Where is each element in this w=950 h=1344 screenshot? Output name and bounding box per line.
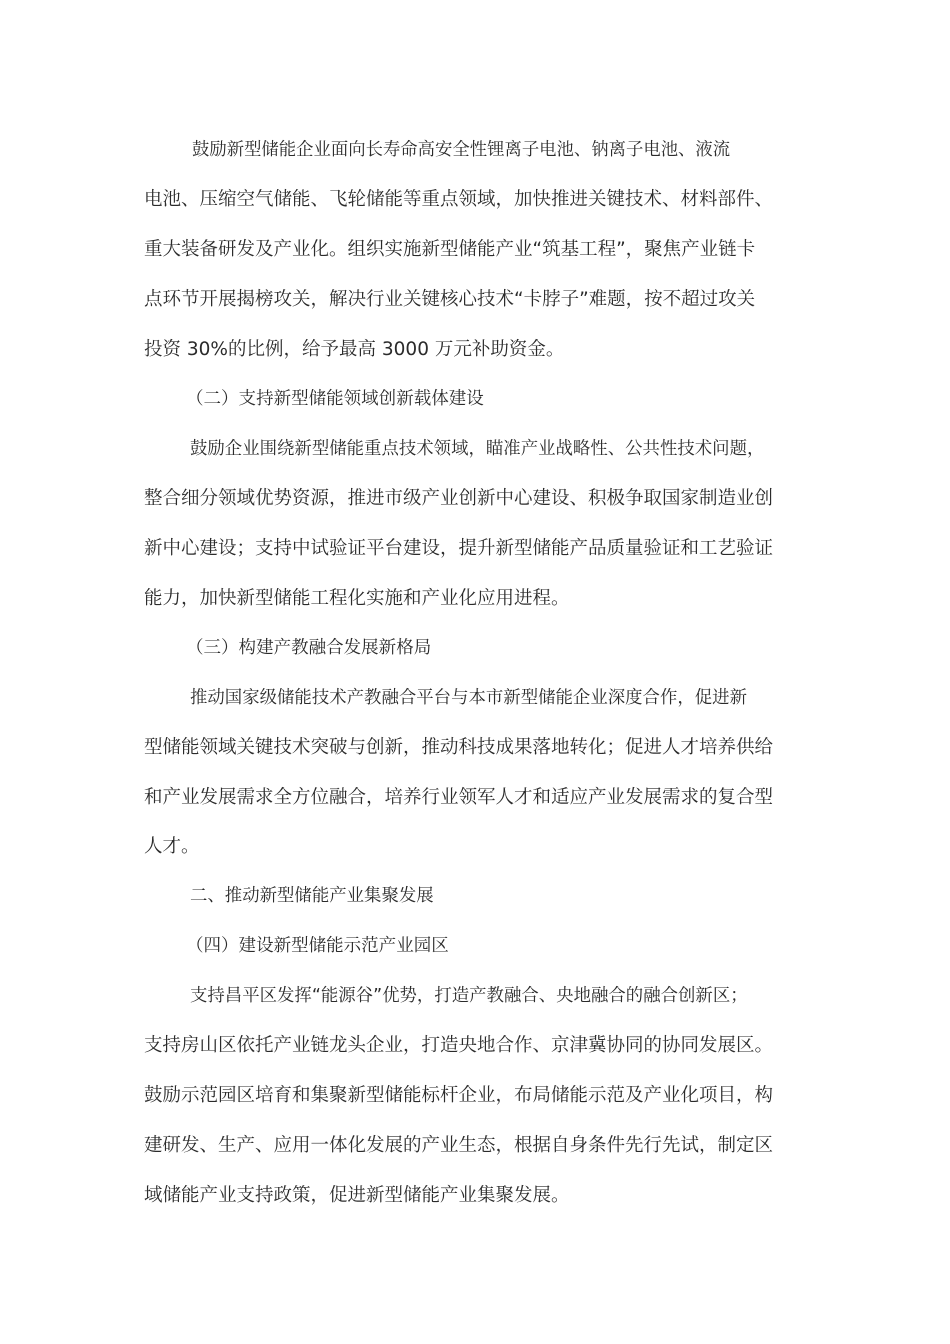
paragraph-line: 点环节开展揭榜攻关，解决行业关键核心技术“卡脖子”难题，按不超过攻关	[144, 289, 756, 310]
chapter-heading: 二、推动新型储能产业集聚发展	[190, 886, 434, 906]
paragraph-line: 人才。	[144, 836, 200, 857]
paragraph-line: 投资 30%的比例，给予最高 3000 万元补助资金。	[144, 339, 565, 360]
paragraph-line: 重大装备研发及产业化。组织实施新型储能产业“筑基工程”，聚焦产业链卡	[144, 239, 756, 260]
paragraph-line: 鼓励示范园区培育和集聚新型储能标杆企业，布局储能示范及产业化项目，构	[144, 1085, 774, 1106]
paragraph-line: 建研发、生产、应用一体化发展的产业生态，根据自身条件先行先试，制定区	[144, 1135, 774, 1156]
paragraph-line: 电池、压缩空气储能、飞轮储能等重点领域，加快推进关键技术、材料部件、	[144, 189, 774, 210]
paragraph-line: 和产业发展需求全方位融合，培养行业领军人才和适应产业发展需求的复合型	[144, 787, 774, 808]
paragraph-line: 能力，加快新型储能工程化实施和产业化应用进程。	[144, 588, 570, 609]
paragraph-line: 推动国家级储能技术产教融合平台与本市新型储能企业深度合作，促进新	[190, 688, 747, 708]
paragraph-line: 新中心建设；支持中试验证平台建设，提升新型储能产品质量验证和工艺验证	[144, 538, 774, 559]
paragraph-line: 支持昌平区发挥“能源谷”优势，打造产教融合、央地融合的融合创新区；	[190, 986, 748, 1006]
paragraph-line: 支持房山区依托产业链龙头企业，打造央地合作、京津冀协同的协同发展区。	[144, 1035, 774, 1056]
paragraph-line: 鼓励企业围绕新型储能重点技术领域，瞄准产业战略性、公共性技术问题，	[190, 439, 765, 459]
paragraph-line: 鼓励新型储能企业面向长寿命高安全性锂离子电池、钠离子电池、液流	[192, 140, 731, 160]
paragraph-line: 域储能产业支持政策，促进新型储能产业集聚发展。	[144, 1185, 570, 1206]
section-heading: （二）支持新型储能领域创新载体建设	[186, 389, 484, 409]
paragraph-line: 整合细分领域优势资源，推进市级产业创新中心建设、积极争取国家制造业创	[144, 488, 774, 509]
section-heading: （三）构建产教融合发展新格局	[186, 638, 432, 658]
paragraph-line: 型储能领域关键技术突破与创新，推动科技成果落地转化；促进人才培养供给	[144, 737, 774, 758]
section-heading: （四）建设新型储能示范产业园区	[186, 936, 449, 956]
